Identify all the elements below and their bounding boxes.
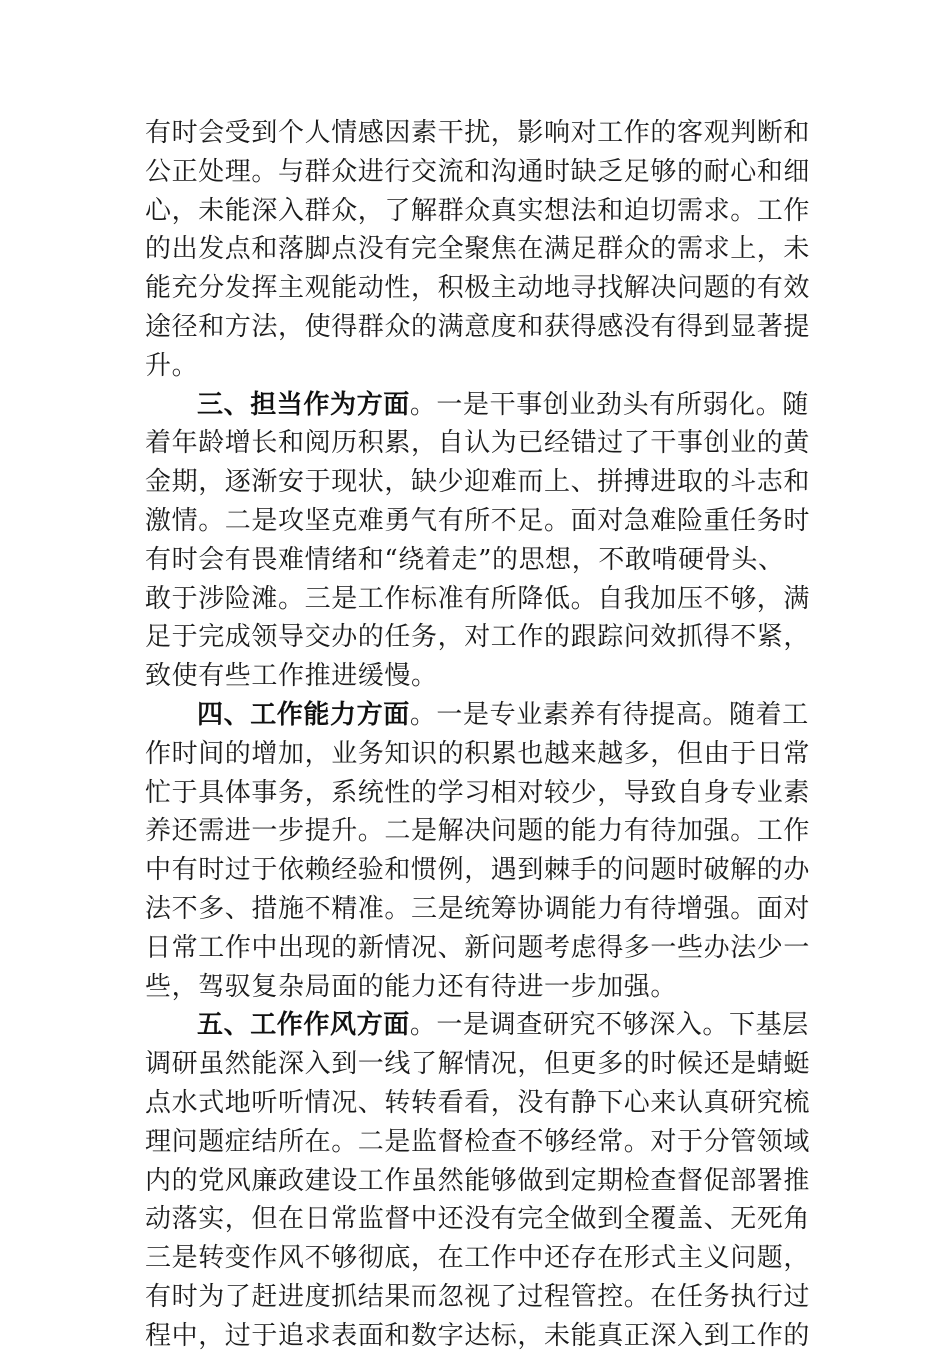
paragraph-line: 敢于涉险滩。三是工作标准有所降低。自我加压不够，满 [145, 583, 810, 614]
paragraph-line: 内的党风廉政建设工作虽然能够做到定期检查督促部署推 [145, 1165, 810, 1196]
paragraph-line: 公正处理。与群众进行交流和沟通时缺乏足够的耐心和细 [145, 156, 810, 187]
paragraph-line: 的出发点和落脚点没有完全聚焦在满足群众的需求上，未 [145, 234, 810, 265]
paragraph-line: 金期，逐渐安于现状，缺少迎难而上、拼搏进取的斗志和 [145, 467, 810, 498]
section-3-first-line-text: 。一是干事创业劲头有所弱化。随 [409, 389, 809, 420]
paragraph-line: 日常工作中出现的新情况、新问题考虑得多一些办法少一 [145, 932, 810, 963]
paragraph-line: 养还需进一步提升。二是解决问题的能力有待加强。工作 [145, 816, 810, 847]
paragraph-line: 途径和方法，使得群众的满意度和获得感没有得到显著提 [145, 311, 810, 342]
paragraph-line: 有时会有畏难情绪和“绕着走”的思想，不敢啃硬骨头、 [145, 544, 785, 575]
paragraph-line: 三是转变作风不够彻底，在工作中还存在形式主义问题， [145, 1243, 810, 1274]
paragraph-line: 激情。二是攻坚克难勇气有所不足。面对急难险重任务时 [145, 505, 810, 536]
paragraph-line: 中有时过于依赖经验和惯例，遇到棘手的问题时破解的办 [145, 855, 810, 886]
paragraph-line: 致使有些工作推进缓慢。 [145, 661, 438, 692]
paragraph-line: 着年龄增长和阅历积累，自认为已经错过了干事创业的黄 [145, 428, 810, 459]
section-3-first-line [145, 386, 810, 425]
section-3-heading: 三、担当作为方面 [197, 389, 410, 420]
section-4-first-line-text: 。一是专业素养有待提高。随着工 [409, 699, 809, 730]
paragraph-line: 能充分发挥主观能动性，积极主动地寻找解决问题的有效 [145, 273, 810, 304]
paragraph-line: 有时为了赶进度抓结果而忽视了过程管控。在任务执行过 [145, 1281, 810, 1312]
paragraph-line: 些，驾驭复杂局面的能力还有待进一步加强。 [145, 971, 678, 1002]
paragraph-line: 心，未能深入群众，了解群众真实想法和迫切需求。工作 [145, 195, 810, 226]
paragraph-line: 法不多、措施不精准。三是统筹协调能力有待增强。面对 [145, 893, 810, 924]
paragraph-line: 理问题症结所在。二是监督检查不够经常。对于分管领域 [145, 1126, 810, 1157]
paragraph-line: 有时会受到个人情感因素干扰，影响对工作的客观判断和 [145, 118, 810, 148]
section-4-heading: 四、工作能力方面 [197, 699, 410, 730]
document-body [145, 114, 810, 1356]
paragraph-line: 程中，过于追求表面和数字达标，未能真正深入到工作的 [145, 1320, 810, 1351]
paragraph-line: 忙于具体事务，系统性的学习相对较少，导致自身专业素 [145, 777, 810, 808]
paragraph-line: 足于完成领导交办的任务，对工作的跟踪问效抓得不紧， [145, 622, 810, 653]
paragraph-line: 调研虽然能深入到一线了解情况，但更多的时候还是蜻蜓 [145, 1049, 810, 1080]
paragraph-line: 升。 [145, 350, 199, 381]
section-5-first-line-text: 。一是调查研究不够深入。下基层 [409, 1010, 809, 1041]
paragraph-line: 动落实，但在日常监督中还没有完全做到全覆盖、无死角 [145, 1204, 810, 1235]
section-5-first-line [145, 1006, 810, 1045]
paragraph-line: 点水式地听听情况、转转看看，没有静下心来认真研究梳 [145, 1087, 810, 1118]
section-4-first-line [145, 696, 810, 735]
section-5-heading: 五、工作作风方面 [197, 1010, 410, 1041]
paragraph-line: 作时间的增加，业务知识的积累也越来越多，但由于日常 [145, 738, 810, 769]
